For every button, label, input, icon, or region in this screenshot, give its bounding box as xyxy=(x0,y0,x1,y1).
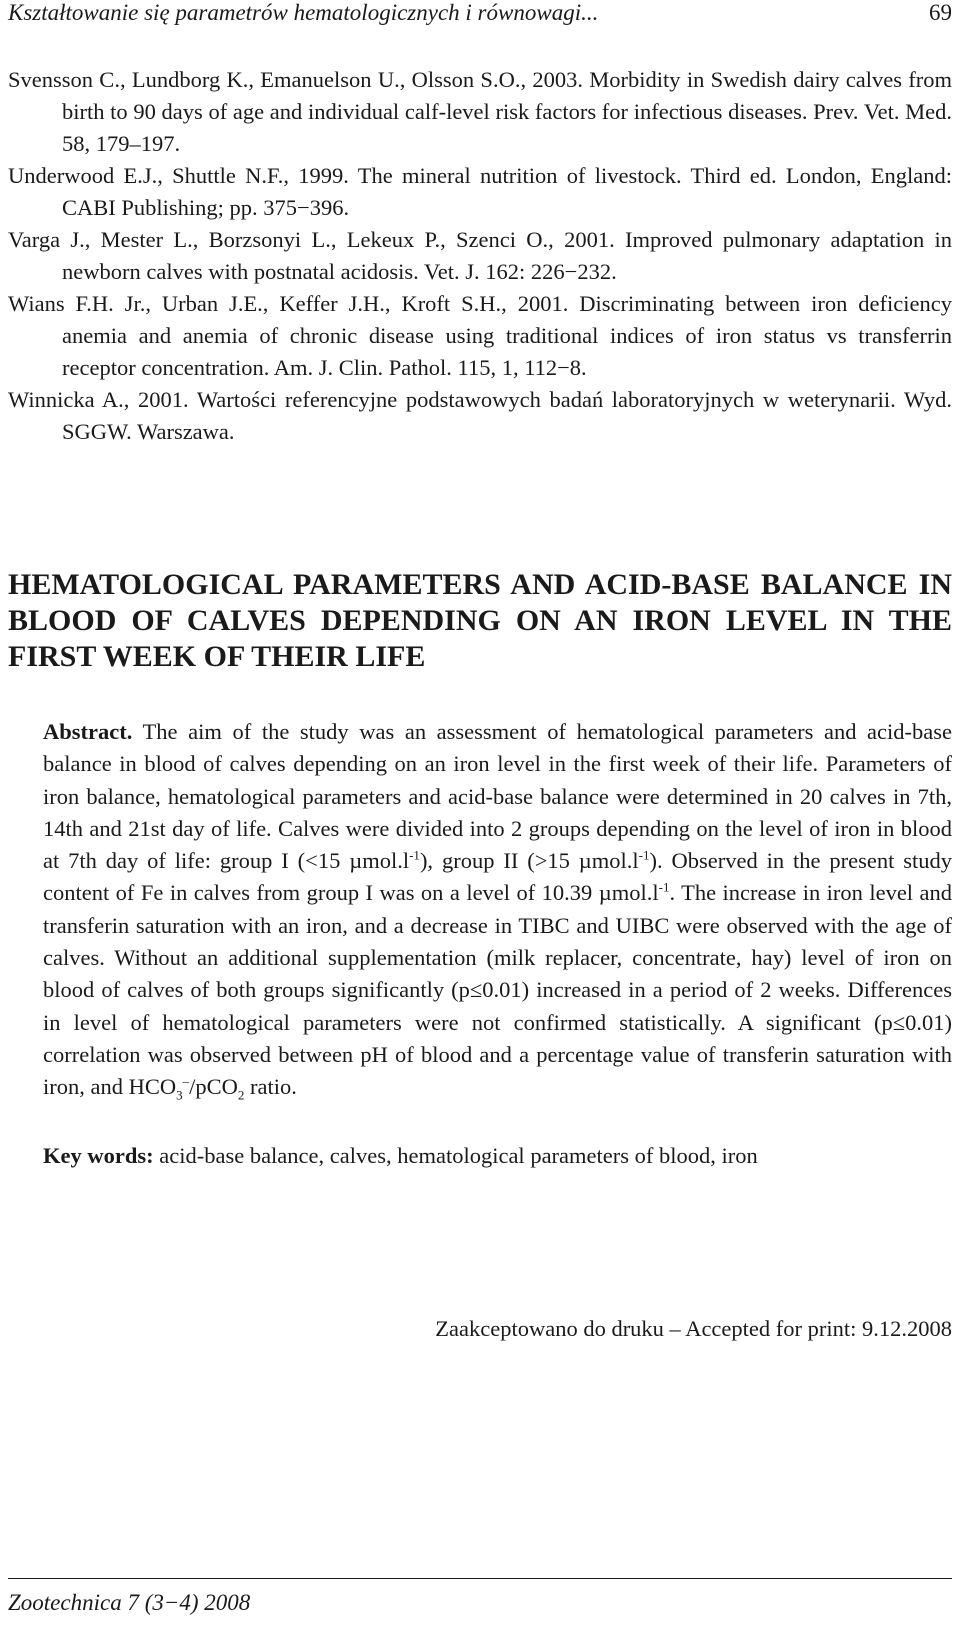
formula-text: HCO xyxy=(128,1074,177,1100)
accepted-date: Zaakceptowano do druku – Accepted for print: 9.12.2008 xyxy=(435,1316,952,1341)
footer-rule xyxy=(8,1578,952,1579)
running-header xyxy=(8,0,952,40)
abstract-text: ). Observed in the present study content of Fe in calves from group I was on a level of 10.39 µmol.l xyxy=(43,848,952,906)
reference-list xyxy=(8,64,952,448)
reference-item: Varga J., Mester L., Borzsonyi L., Lekeux P., Szenci O., 2001. Improved pulmonary adaptation in newborn calves with postnatal acidosis. Vet. J. 162: 226−232. xyxy=(8,227,952,284)
page-number: 69 xyxy=(929,0,952,25)
abstract-label: Abstract. xyxy=(43,719,133,744)
reference-item: Wians F.H. Jr., Urban J.E., Keffer J.H., Kroft S.H., 2001. Discriminating between iron deficiency anemia and anemia of chronic disease using traditional indices of iron status vs transferrin receptor concentration. Am. J. Clin. Pathol. 115, 1, 112−8. xyxy=(8,291,952,380)
unit-exponent: -1 xyxy=(638,847,650,863)
formula-subscript: 2 xyxy=(237,1087,245,1103)
keywords-label: Key words: xyxy=(43,1143,154,1168)
reference-item: Svensson C., Lundborg K., Emanuelson U., Olsson S.O., 2003. Morbidity in Swedish dairy calves from birth to 90 days of age and individual calf-level risk factors for infectious diseases. Prev. Vet. Med. 58, 179–197. xyxy=(8,67,952,156)
unit-exponent: -1 xyxy=(409,847,420,863)
keywords-text: acid-base balance, calves, hematological parameters of blood, iron xyxy=(153,1143,758,1168)
abstract-text: The aim of the study was an assessment of hematological parameters and acid-base balance in blood of calves depending on an iron level in the first week of their life. Parameters of iron balance, hematological parameters and acid-base balance were determined in 20 calves in 7th, 14th and 21st day of life. Calves were divided into 2 groups depending on the level of iron in blood at 7th day of life: group I (<15 µmol.l xyxy=(43,719,952,874)
formula-pco2 xyxy=(189,1074,245,1103)
formula-hco3 xyxy=(128,1073,190,1103)
journal-footer: Zootechnica 7 (3−4) 2008 xyxy=(8,1590,251,1615)
keywords xyxy=(43,1140,952,1172)
abstract-text: ratio. xyxy=(244,1074,297,1100)
article-title: HEMATOLOGICAL PARAMETERS AND ACID-BASE BALANCE IN BLOOD OF CALVES DEPENDING ON AN IRON LEVEL IN THE FIRST WEEK OF THEIR LIFE xyxy=(8,568,952,673)
reference-item: Winnicka A., 2001. Wartości referencyjne podstawowych badań laboratoryjnych w weterynarii. Wyd. SGGW. Warszawa. xyxy=(8,387,952,444)
unit-exponent: -1 xyxy=(658,879,670,895)
formula-subscript: 3 xyxy=(176,1087,183,1103)
abstract-text: . The increase in iron level and transferin saturation with an iron, and a decrease in TIBC and UIBC were observed with the age of calves. Without an additional supplementation (milk replacer, concentrate, hay) level of iron on blood of calves of both groups significantly (p≤0.01) increased in a period of 2 weeks. Differences in level of hematological parameters were not confirmed statistically. A significant (p≤0.01) correlation was observed between pH of blood and a percentage value of transferin saturation with iron, and xyxy=(43,880,952,1100)
running-title: Kształtowanie się parametrów hematologicznych i równowagi... xyxy=(8,0,599,25)
formula-text: /pCO xyxy=(189,1074,238,1100)
formula-superscript: – xyxy=(182,1073,190,1089)
abstract-text: ), group II (>15 µmol.l xyxy=(419,848,639,874)
abstract xyxy=(43,716,952,1104)
reference-item: Underwood E.J., Shuttle N.F., 1999. The mineral nutrition of livestock. Third ed. London, England: CABI Publishing; pp. 375−396. xyxy=(8,163,952,220)
